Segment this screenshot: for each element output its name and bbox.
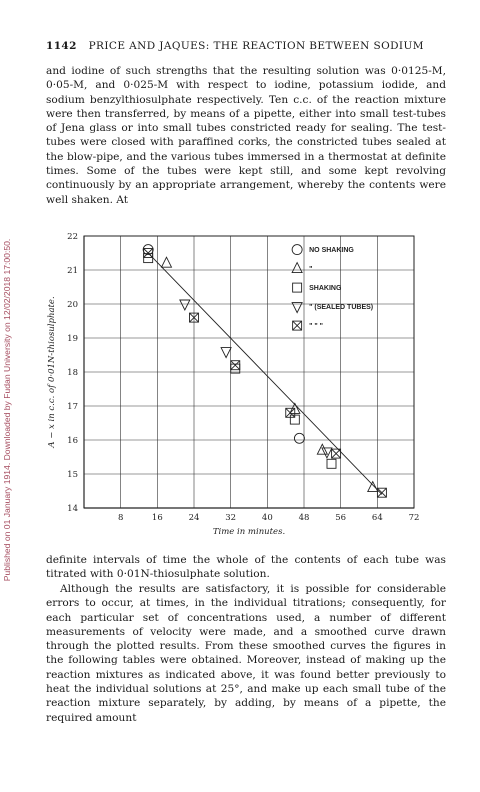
x-tick-label: 64 <box>371 513 383 523</box>
y-tick-label: 18 <box>67 368 78 378</box>
y-tick-label: 16 <box>67 436 78 446</box>
page-number: 1142 <box>46 40 77 52</box>
y-tick-label: 22 <box>67 232 78 242</box>
paragraph-2: definite intervals of time the whole of the contents of each tube was titrated with 0·01N-thiosulphate solution. <box>46 554 446 581</box>
x-axis-label: Time in minutes. <box>212 527 286 537</box>
legend-label: " " " <box>309 323 323 331</box>
data-point-circle <box>294 433 304 443</box>
legend-label: " (SEALED TUBES) <box>309 304 374 312</box>
download-sidebar <box>0 0 14 792</box>
paragraph-1: and iodine of such strengths that the resulting solution was 0·0125-M, 0·05-M, and 0·025-M with respect to iodine, potassium iodide, and sodium benzylthiosulphate respectively. Ten c.c. of the reaction mixture were then transferred, by means of a pipette, either into small test-tubes of Jena glass or into small tubes constricted ready for sealing. The test-tubes were closed with paraffined corks, the constricted tubes sealed at the blow-pipe, and the various tubes immersed in a thermostat at definite times. Some of the tubes were kept still, and some kept revolving continuously by an appropriate arrangement, whereby the contents were well shaken. At <box>46 65 446 206</box>
y-tick-label: 19 <box>67 334 78 344</box>
x-tick-label: 56 <box>335 513 347 523</box>
data-point-boxed-x <box>231 361 240 370</box>
legend-label: NO SHAKING <box>309 247 354 255</box>
chart-ticks <box>67 232 419 523</box>
y-tick-label: 21 <box>67 266 78 276</box>
y-tick-label: 14 <box>67 504 78 514</box>
legend-marker-triangle <box>292 263 302 273</box>
data-point-triangle <box>162 257 172 267</box>
legend-label: " <box>309 266 313 274</box>
x-tick-label: 16 <box>151 513 163 523</box>
y-axis-label: A − x in c.c. of 0·01N-thiosulphate. <box>47 296 57 448</box>
x-tick-label: 32 <box>225 513 237 523</box>
data-point-triangle-down <box>221 348 231 358</box>
running-header <box>46 40 446 52</box>
data-points <box>143 245 386 498</box>
fitted-line <box>148 253 382 494</box>
data-point-triangle-down <box>180 300 190 310</box>
paragraph-3: Although the results are satisfactory, it is possible for considerable errors to occur, at times, in the individual titrations; consequently, for each particular set of concentrations used, a number of different measurements of velocity were made, and a smoothed curve drawn through the plotted results. From these smoothed curves the figures in the following tables were obtained. Moreover, instead of making up the reaction mixtures as indicated above, it was found better previously to heat the individual solutions at 25°, and make up each small tube of the reaction mixture separately, by adding, by means of a pipette, the required amount <box>46 583 446 724</box>
velocity-chart <box>40 226 440 548</box>
x-tick-label: 72 <box>408 513 420 523</box>
y-tick-label: 20 <box>67 300 78 310</box>
running-title: PRICE AND JAQUES: THE REACTION BETWEEN SODIUM <box>88 40 424 52</box>
x-tick-label: 40 <box>261 513 273 523</box>
data-point-square <box>327 459 336 468</box>
y-tick-label: 17 <box>67 402 78 412</box>
fitted-line-segment <box>148 253 382 494</box>
legend-marker-circle <box>292 245 302 255</box>
download-note: Published on 01 January 1914. Downloaded by Fudan University on 12/02/2018 17:00:50. <box>2 238 12 582</box>
x-tick-label: 48 <box>298 513 310 523</box>
chart-grid <box>84 236 414 508</box>
x-tick-label: 24 <box>188 513 200 523</box>
y-tick-label: 15 <box>67 470 78 480</box>
data-point-triangle <box>368 482 378 492</box>
legend-label: SHAKING <box>309 285 342 293</box>
legend-marker-boxed-x <box>293 321 302 330</box>
data-point-boxed-x <box>377 488 386 497</box>
data-point-boxed-x <box>332 449 341 458</box>
legend-marker-square <box>293 283 302 292</box>
x-tick-label: 8 <box>117 513 124 523</box>
